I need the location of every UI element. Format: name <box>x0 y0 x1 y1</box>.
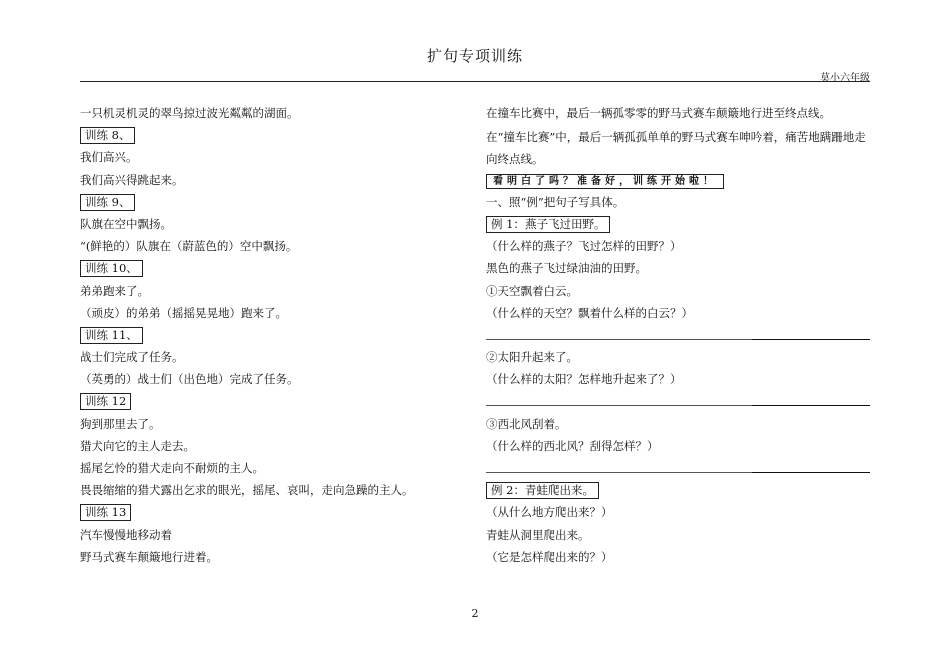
sentence-text: （什么样的太阳？怎样地升起来了？） <box>486 372 682 387</box>
sentence-text: （它是怎样爬出来的？） <box>486 549 613 564</box>
sentence-line <box>80 171 460 193</box>
sentence-line <box>486 548 870 570</box>
exercise-heading <box>80 326 460 348</box>
sentence-text: （什么样的西北风？刮得怎样？） <box>486 438 659 453</box>
exercise-label: 训练 12 <box>80 393 131 410</box>
sentence-line <box>486 104 870 126</box>
sentence-text: （顽皮）的弟弟（摇摇晃晃地）跑来了。 <box>80 305 287 320</box>
sentence-line <box>80 548 460 570</box>
sentence-line <box>80 526 460 548</box>
answer-blank-line <box>486 459 870 481</box>
exercise-label: 训练 9、 <box>80 194 135 211</box>
exercise-heading <box>80 193 460 215</box>
header-rule <box>80 81 870 82</box>
exercise-heading <box>80 503 460 525</box>
sentence-text: 在“撞车比赛”中，最后一辆孤孤单单的野马式赛车呻吟着，痛苦地蹒跚地走向终点线。 <box>486 130 866 167</box>
sentence-text: 我们高兴得跳起来。 <box>80 172 184 187</box>
sentence-line <box>486 259 870 281</box>
page-title: 扩句专项训练 <box>426 47 523 65</box>
sentence-text: ①天空飘着白云。 <box>486 283 578 298</box>
sentence-line <box>80 481 460 503</box>
exercise-label: 训练 11、 <box>80 327 143 344</box>
sentence-text: 在撞车比赛中，最后一辆孤零零的野马式赛车颠簸地行进至终点线。 <box>486 106 831 120</box>
sentence-text: 畏畏缩缩的猎犬露出乞求的眼光，摇尾、哀叫，走向急躁的主人。 <box>80 483 414 498</box>
sentence-line <box>80 237 460 259</box>
sentence-line <box>486 237 870 259</box>
sentence-line <box>80 282 460 304</box>
sentence-text: 弟弟跑来了。 <box>80 283 149 298</box>
sentence-text: （什么样的天空？飘着什么样的白云？） <box>486 305 693 320</box>
sentence-text: （英勇的）战士们（出色地）完成了任务。 <box>80 372 299 387</box>
sentence-text: 汽车慢慢地移动着 <box>80 527 172 542</box>
exercise-label: 训练 10、 <box>80 260 143 277</box>
sentence-text: 战士们完成了任务。 <box>80 350 184 365</box>
answer-rule <box>486 472 756 473</box>
answer-rule <box>486 405 756 406</box>
sentence-line <box>486 503 870 525</box>
sentence-line <box>486 304 870 326</box>
sentence-line <box>80 370 460 392</box>
sentence-text: 黑色的燕子飞过绿油油的田野。 <box>486 261 647 276</box>
example-heading <box>486 215 870 237</box>
example-label: 例 1：燕子飞过田野。 <box>486 216 610 233</box>
sentence-line <box>486 370 870 392</box>
sentence-text: 一只机灵机灵的翠鸟掠过波光粼粼的湖面。 <box>80 106 299 120</box>
exercise-heading <box>80 259 460 281</box>
answer-rule <box>486 339 756 340</box>
sentence-line <box>80 348 460 370</box>
notice-line <box>486 171 870 193</box>
exercise-heading <box>80 392 460 414</box>
sentence-line <box>80 148 460 170</box>
sentence-text: 我们高兴。 <box>80 150 138 165</box>
sentence-text: 野马式赛车颠簸地行进着。 <box>80 549 218 564</box>
grade-label: 莫小六年级 <box>820 73 870 84</box>
example-heading <box>486 481 870 503</box>
sentence-line <box>486 193 870 215</box>
sentence-text: 狗到那里去了。 <box>80 416 161 431</box>
sentence-line <box>80 415 460 437</box>
sentence-text: （什么样的燕子？飞过怎样的田野？） <box>486 239 682 254</box>
right-column <box>486 104 870 570</box>
page-number: 2 <box>471 607 479 620</box>
sentence-line <box>80 104 460 126</box>
sentence-text: 猎犬向它的主人走去。 <box>80 438 195 453</box>
sentence-text: ②太阳升起来了。 <box>486 350 578 365</box>
answer-blank-line <box>486 326 870 348</box>
sentence-text: ③西北风刮着。 <box>486 416 567 431</box>
sentence-text: 一、照“例”把句子写具体。 <box>486 194 625 209</box>
left-column <box>80 104 460 570</box>
sentence-text: （从什么地方爬出来？） <box>486 505 613 520</box>
sentence-line <box>486 437 870 459</box>
example-label: 例 2：青蛙爬出来。 <box>486 482 599 499</box>
sentence-line <box>486 526 870 548</box>
answer-rule-end <box>752 339 870 340</box>
sentence-line <box>486 415 870 437</box>
sentence-line <box>486 348 870 370</box>
answer-rule-end <box>752 405 870 406</box>
sentence-line <box>80 215 460 237</box>
exercise-label: 训练 13 <box>80 504 131 521</box>
answer-rule-end <box>752 472 870 473</box>
answer-blank-line <box>486 392 870 414</box>
sentence-text: “(鲜艳的）队旗在（蔚蓝色的）空中飘扬。 <box>80 239 298 254</box>
sentence-text: 摇尾乞怜的猎犬走向不耐烦的主人。 <box>80 461 264 475</box>
sentence-line <box>486 282 870 304</box>
sentence-text: 队旗在空中飘扬。 <box>80 216 172 231</box>
sentence-line <box>80 304 460 326</box>
exercise-label: 训练 8、 <box>80 127 135 144</box>
sentence-text: 青蛙从洞里爬出来。 <box>486 527 590 542</box>
sentence-line <box>486 126 870 170</box>
sentence-line <box>80 437 460 459</box>
notice-banner: 看明白了吗？准备好，训练开始啦！ <box>486 174 724 189</box>
exercise-heading <box>80 126 460 148</box>
sentence-line <box>80 459 460 481</box>
